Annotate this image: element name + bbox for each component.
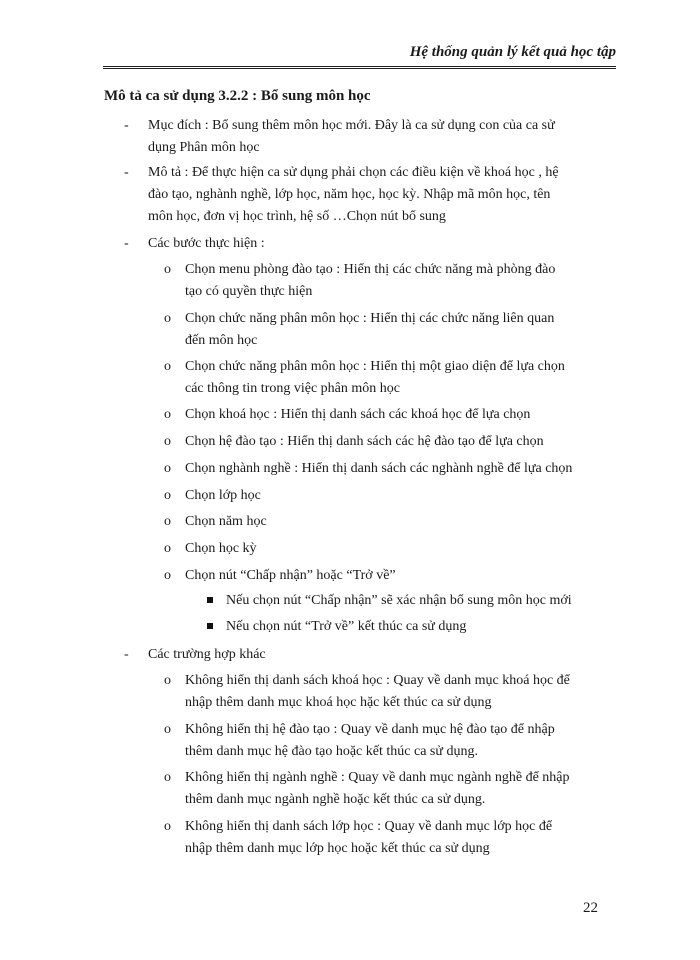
step-line: Chọn nút “Chấp nhận” hoặc “Trở về” [185, 568, 396, 583]
purpose-line-1: Mục đích : Bổ sung thêm môn học mới. Đây là ca sử dụng con của ca sử [148, 118, 555, 133]
step-line: Chọn hệ đào tạo : Hiển thị danh sách các hệ đào tạo để lựa chọn [185, 434, 544, 449]
step-line: Chọn menu phòng đào tạo : Hiển thị các chức năng mà phòng đào [185, 262, 556, 277]
running-header-title: Hệ thống quản lý kết quả học tập [409, 44, 616, 60]
circle-bullet: o [164, 434, 171, 449]
other-case-line: thêm danh mục hệ đào tạo hoặc kết thúc ca sử dụng. [185, 744, 478, 759]
circle-bullet: o [164, 262, 171, 277]
square-bullet-icon [207, 623, 213, 629]
circle-bullet: o [164, 770, 171, 785]
step-line: Chọn nghành nghề : Hiển thị danh sách các nghành nghề để lựa chọn [185, 461, 573, 476]
description-line-1: Mô tả : Để thực hiện ca sử dụng phải chọn các điều kiện về khoá học , hệ [148, 165, 559, 180]
circle-bullet: o [164, 819, 171, 834]
step-line: Chọn chức năng phân môn học : Hiển thị một giao diện để lựa chọn [185, 359, 565, 374]
purpose-line-2: dụng Phân môn học [148, 140, 260, 155]
step-line: Chọn lớp học [185, 488, 261, 503]
circle-bullet: o [164, 568, 171, 583]
dash-marker: - [124, 118, 129, 133]
step-line: các thông tin trong việc phân môn học [185, 381, 400, 396]
circle-bullet: o [164, 541, 171, 556]
step-line: Chọn khoá học : Hiển thị danh sách các khoá học để lựa chọn [185, 407, 531, 422]
section-title: Mô tả ca sử dụng 3.2.2 : Bổ sung môn học [104, 88, 371, 104]
other-cases-title: Các trường hợp khác [148, 647, 266, 662]
page-number: 22 [583, 900, 598, 916]
circle-bullet: o [164, 722, 171, 737]
dash-marker: - [124, 165, 129, 180]
description-line-3: môn học, đơn vị học trình, hệ số …Chọn nút bổ sung [148, 209, 446, 224]
circle-bullet: o [164, 407, 171, 422]
description-line-2: đào tạo, nghành nghề, lớp học, năm học, học kỳ. Nhập mã môn học, tên [148, 187, 551, 202]
steps-title: Các bước thực hiện : [148, 236, 265, 251]
sub-step-line: Nếu chọn nút “Trở về” kết thúc ca sử dụng [226, 619, 467, 634]
step-line: đến môn học [185, 333, 258, 348]
step-line: Chọn năm học [185, 514, 267, 529]
circle-bullet: o [164, 488, 171, 503]
step-line: Chọn chức năng phân môn học : Hiển thị các chức năng liên quan [185, 311, 555, 326]
step-line: Chọn học kỳ [185, 541, 257, 556]
header-rule [103, 66, 616, 69]
square-bullet-icon [207, 597, 213, 603]
other-case-line: Không hiển thị danh sách khoá học : Quay về danh mục khoá học để [185, 673, 570, 688]
other-case-line: thêm danh mục ngành nghề hoặc kết thúc ca sử dụng. [185, 792, 486, 807]
other-case-line: nhập thêm danh mục khoá học hặc kết thúc ca sử dụng [185, 695, 492, 710]
circle-bullet: o [164, 673, 171, 688]
other-case-line: Không hiển thị danh sách lớp học : Quay về danh mục lớp học để [185, 819, 553, 834]
other-case-line: Không hiển thị ngành nghề : Quay về danh mục ngành nghề để nhập [185, 770, 570, 785]
circle-bullet: o [164, 514, 171, 529]
sub-step-line: Nếu chọn nút “Chấp nhận” sẽ xác nhận bổ sung môn học mới [226, 593, 572, 608]
circle-bullet: o [164, 311, 171, 326]
dash-marker: - [124, 647, 129, 662]
step-line: tạo có quyền thực hiện [185, 284, 313, 299]
other-case-line: nhập thêm danh mục lớp học hoặc kết thúc ca sử dụng [185, 841, 490, 856]
dash-marker: - [124, 236, 129, 251]
circle-bullet: o [164, 359, 171, 374]
circle-bullet: o [164, 461, 171, 476]
other-case-line: Không hiển thị hệ đào tạo : Quay về danh mục hệ đào tạo để nhập [185, 722, 555, 737]
